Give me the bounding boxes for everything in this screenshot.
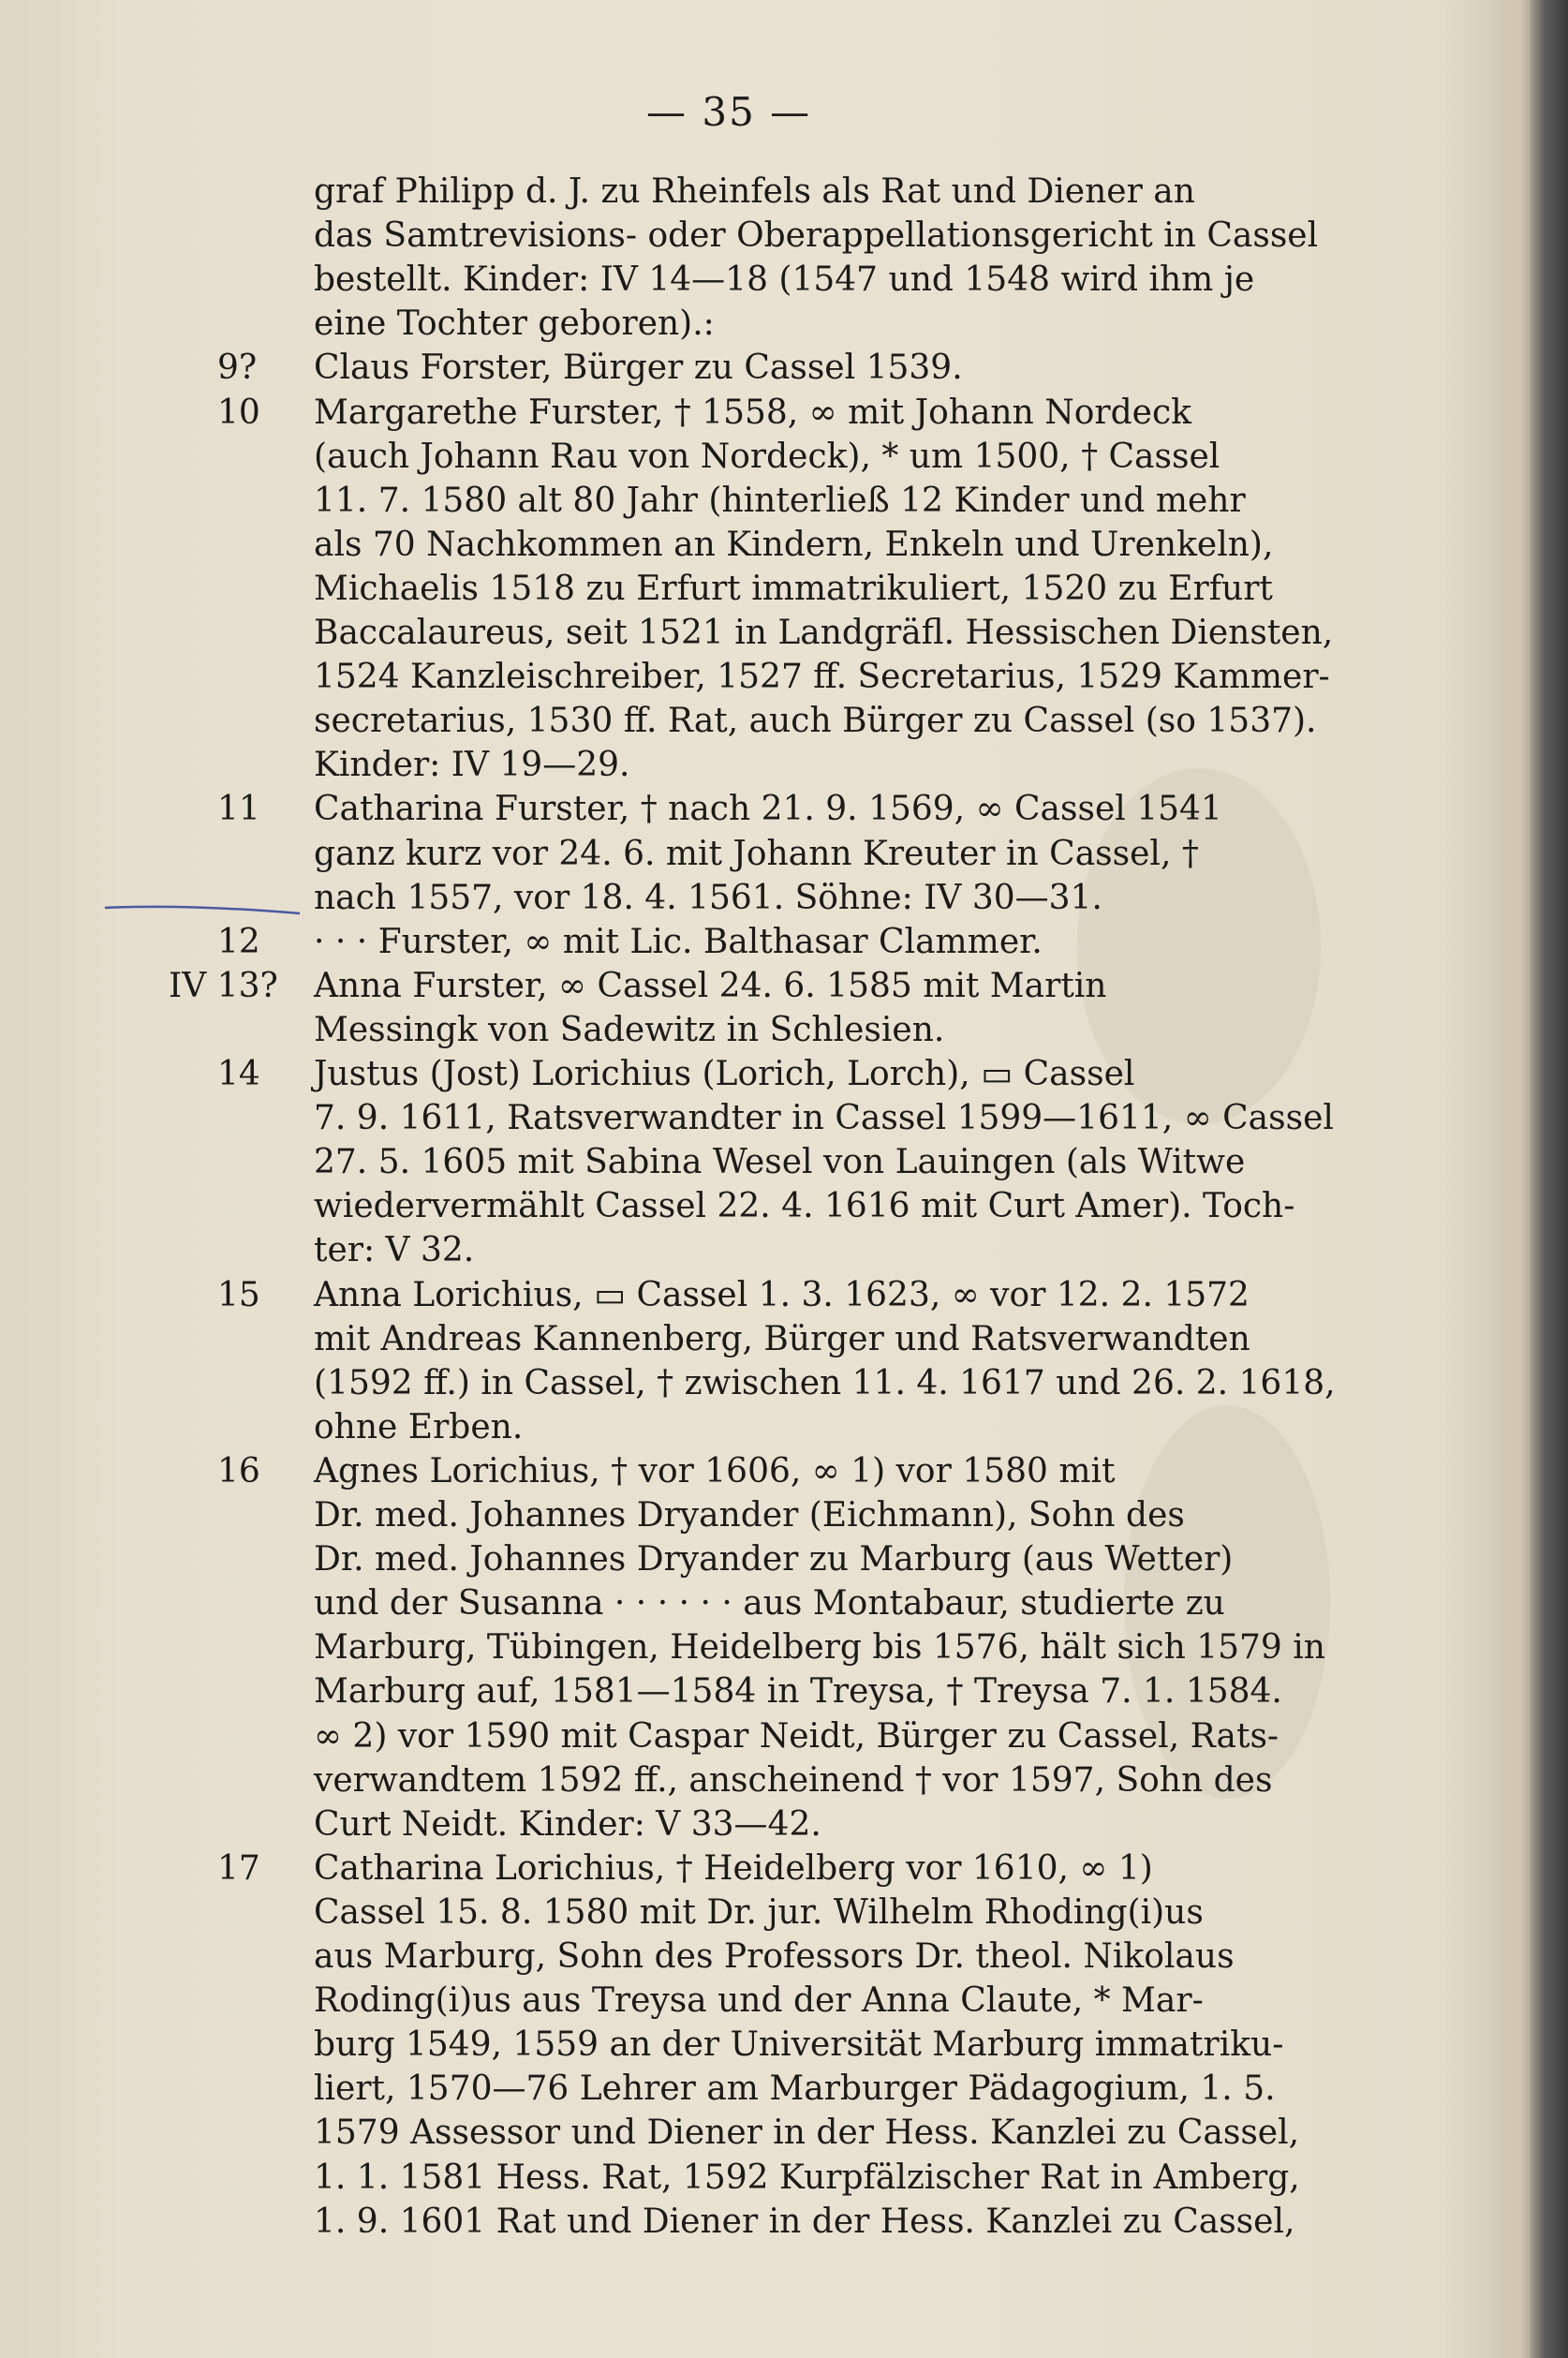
- text-line: aus Marburg, Sohn des Professors Dr. theol. Nikolaus: [314, 1937, 1235, 1976]
- text-line: 7. 9. 1611, Ratsverwandter in Cassel 1599—1611, ∞ Cassel: [314, 1099, 1334, 1138]
- text-line: Kinder: IV 19—29.: [314, 746, 630, 785]
- entry-number: 14: [217, 1055, 260, 1093]
- text-line: Messingk von Sadewitz in Schlesien.: [314, 1010, 945, 1049]
- text-line: eine Tochter geboren).:: [314, 304, 715, 344]
- text-line: 27. 5. 1605 mit Sabina Wesel von Lauingen (als Witwe: [314, 1143, 1246, 1182]
- text-line: Margarethe Furster, † 1558, ∞ mit Johann Nordeck: [314, 393, 1191, 432]
- text-line: ∞ 2) vor 1590 mit Caspar Neidt, Bürger zu Cassel, Rats-: [314, 1716, 1280, 1756]
- text-line: Claus Forster, Bürger zu Cassel 1539.: [314, 349, 963, 388]
- text-line: verwandtem 1592 ff., anscheinend † vor 1597, Sohn des: [314, 1760, 1273, 1800]
- entry-number: 10: [217, 393, 260, 432]
- text-line: burg 1549, 1559 an der Universität Marburg immatriku-: [314, 2025, 1284, 2065]
- text-line: 1. 1. 1581 Hess. Rat, 1592 Kurpfälzischer Rat in Amberg,: [314, 2158, 1300, 2197]
- text-line: 1. 9. 1601 Rat und Diener in der Hess. Kanzlei zu Cassel,: [314, 2202, 1295, 2241]
- text-line: ter: V 32.: [314, 1231, 475, 1270]
- text-line: wiedervermählt Cassel 22. 4. 1616 mit Curt Amer). Toch-: [314, 1187, 1295, 1226]
- text-line: Agnes Lorichius, † vor 1606, ∞ 1) vor 1580 mit: [314, 1451, 1116, 1490]
- text-line: (1592 ff.) in Cassel, † zwischen 11. 4. 1617 und 26. 2. 1618,: [314, 1363, 1336, 1402]
- entry-number: 9?: [217, 349, 258, 388]
- book-gutter: [1531, 0, 1568, 2358]
- text-line: Catharina Furster, † nach 21. 9. 1569, ∞ Cassel 1541: [314, 790, 1222, 829]
- text-line: Curt Neidt. Kinder: V 33—42.: [314, 1804, 821, 1844]
- text-line: Justus (Jost) Lorichius (Lorich, Lorch), ▭ Cassel: [314, 1055, 1135, 1093]
- text-line: (auch Johann Rau von Nordeck), * um 1500, † Cassel: [314, 437, 1220, 476]
- text-line: nach 1557, vor 18. 4. 1561. Söhne: IV 30—31.: [314, 878, 1102, 917]
- text-line: ohne Erben.: [314, 1407, 524, 1446]
- page-number: — 35 —: [646, 89, 812, 135]
- text-line: ganz kurz vor 24. 6. mit Johann Kreuter in Cassel, †: [314, 834, 1199, 873]
- text-line: 1579 Assessor und Diener in der Hess. Kanzlei zu Cassel,: [314, 2113, 1300, 2153]
- text-line: 11. 7. 1580 alt 80 Jahr (hinterließ 12 Kinder und mehr: [314, 481, 1246, 520]
- pencil-margin-mark: [103, 902, 304, 915]
- text-line: mit Andreas Kannenberg, Bürger und Ratsverwandten: [314, 1319, 1250, 1358]
- text-line: · · · Furster, ∞ mit Lic. Balthasar Clammer.: [314, 922, 1043, 961]
- entry-number: IV 13?: [169, 966, 278, 1005]
- text-line: Marburg auf, 1581—1584 in Treysa, † Treysa 7. 1. 1584.: [314, 1672, 1282, 1712]
- text-line: Dr. med. Johannes Dryander zu Marburg (aus Wetter): [314, 1540, 1234, 1579]
- text-line: secretarius, 1530 ff. Rat, auch Bürger zu Cassel (so 1537).: [314, 702, 1317, 741]
- text-line: 1524 Kanzleischreiber, 1527 ff. Secretarius, 1529 Kammer-: [314, 658, 1330, 697]
- entry-number: 12: [217, 922, 260, 961]
- text-line: bestellt. Kinder: IV 14—18 (1547 und 1548 wird ihm je: [314, 260, 1255, 300]
- text-line: Anna Furster, ∞ Cassel 24. 6. 1585 mit Martin: [314, 966, 1107, 1005]
- text-line: Anna Lorichius, ▭ Cassel 1. 3. 1623, ∞ vor 12. 2. 1572: [314, 1275, 1250, 1314]
- text-line: Cassel 15. 8. 1580 mit Dr. jur. Wilhelm Rhoding(i)us: [314, 1892, 1204, 1932]
- text-line: Catharina Lorichius, † Heidelberg vor 1610, ∞ 1): [314, 1848, 1153, 1888]
- text-line: Dr. med. Johannes Dryander (Eichmann), Sohn des: [314, 1496, 1185, 1535]
- text-line: und der Susanna · · · · · · aus Montabaur, studierte zu: [314, 1584, 1225, 1624]
- entry-number: 16: [217, 1451, 260, 1490]
- text-line: graf Philipp d. J. zu Rheinfels als Rat und Diener an: [314, 172, 1195, 211]
- text-line: als 70 Nachkommen an Kindern, Enkeln und Urenkeln),: [314, 525, 1274, 564]
- entry-number: 11: [217, 790, 260, 829]
- text-line: das Samtrevisions- oder Oberappellationsgericht in Cassel: [314, 216, 1319, 256]
- entry-number: 15: [217, 1275, 260, 1314]
- text-line: liert, 1570—76 Lehrer am Marburger Pädagogium, 1. 5.: [314, 2069, 1276, 2109]
- text-line: Baccalaureus, seit 1521 in Landgräfl. Hessischen Diensten,: [314, 614, 1334, 652]
- text-line: Michaelis 1518 zu Erfurt immatrikuliert, 1520 zu Erfurt: [314, 569, 1273, 608]
- text-line: Marburg, Tübingen, Heidelberg bis 1576, hält sich 1579 in: [314, 1628, 1325, 1668]
- entry-number: 17: [217, 1848, 260, 1888]
- text-line: Roding(i)us aus Treysa und der Anna Claute, * Mar-: [314, 1981, 1204, 2021]
